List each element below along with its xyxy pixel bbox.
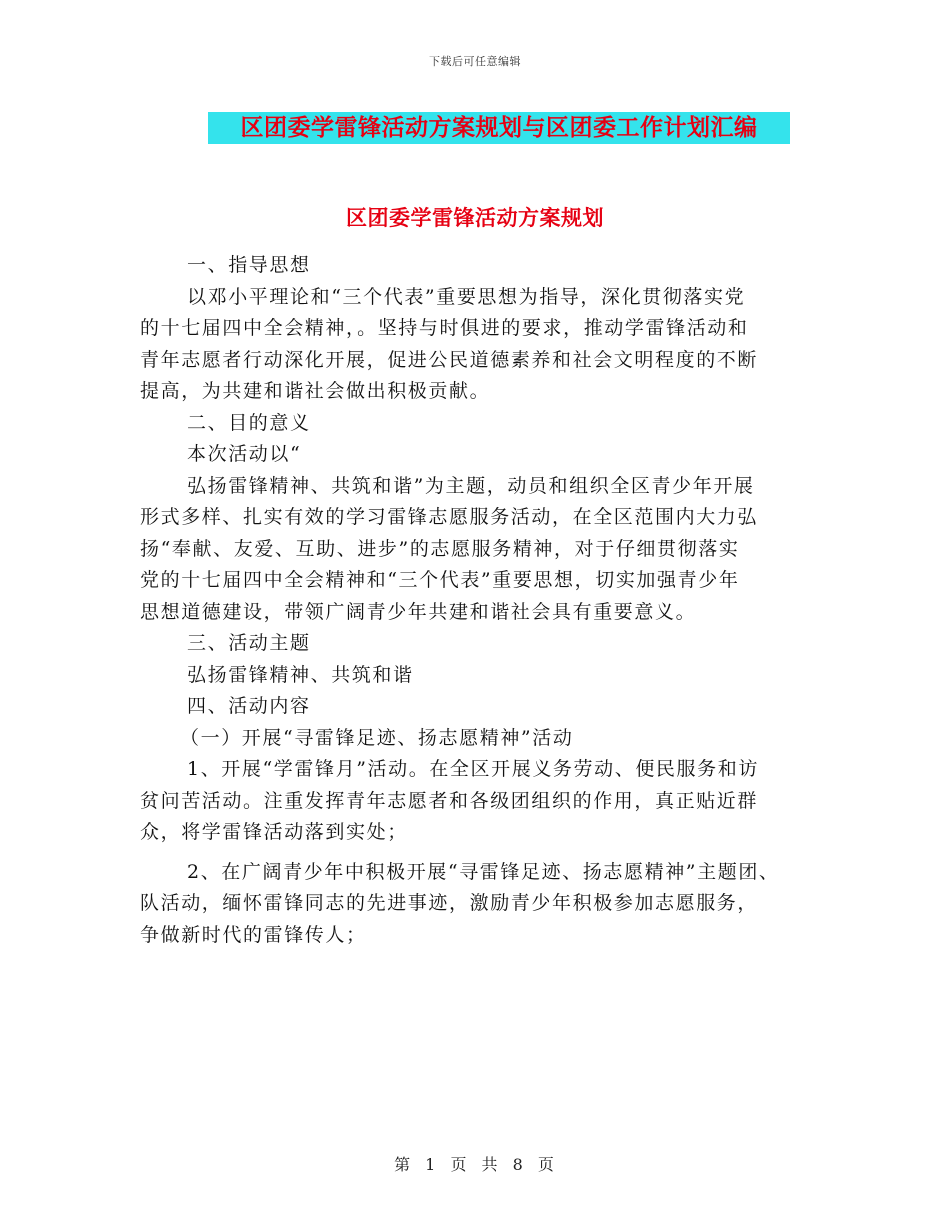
paragraph-line: 党的十七届四中全会精神和“三个代表”重要思想，切实加强青少年 — [140, 569, 740, 591]
paragraph-line: 争做新时代的雷锋传人； — [140, 923, 367, 946]
paragraph-line: 本次活动以“ — [187, 443, 302, 465]
paragraph-line: 队活动，缅怀雷锋同志的先进事迹，激励青少年积极参加志愿服务， — [140, 892, 759, 914]
paragraph-line: 弘扬雷锋精神、共筑和谐 — [187, 663, 414, 686]
document-title-highlight — [208, 112, 790, 144]
heading-activity-theme: 三、活动主题 — [187, 632, 311, 654]
paragraph-line: 的十七届四中全会精神，。坚持与时俱进的要求，推动学雷锋活动和 — [140, 317, 749, 339]
paragraph-line: 提高，为共建和谐社会做出积极贡献。 — [140, 380, 491, 402]
heading-purpose: 二、目的意义 — [187, 411, 311, 434]
heading-activity-content: 四、活动内容 — [187, 695, 311, 717]
paragraph-line: 1、开展“学雷锋月”活动。在全区开展义务劳动、便民服务和访 — [187, 758, 759, 780]
paragraph-line: 众，将学雷锋活动落到实处； — [140, 821, 408, 843]
paragraph-line: 思想道德建设，带领广阔青少年共建和谐社会具有重要意义。 — [140, 600, 697, 623]
page-footer: 第 1 页 共 8 页 — [394, 1155, 556, 1174]
paragraph-line: 贫问苦活动。注重发挥青年志愿者和各级团组织的作用，真正贴近群 — [140, 789, 759, 812]
subheading-activity-one: （一）开展“寻雷锋足迹、扬志愿精神”活动 — [180, 726, 574, 749]
paragraph-line: 以邓小平理论和“三个代表”重要思想为指导，深化贯彻落实党 — [187, 285, 746, 308]
paragraph-line: 扬“奉献、友爱、互助、进步”的志愿服务精神，对于仔细贯彻落实 — [140, 537, 740, 560]
document-body — [140, 250, 830, 951]
paragraph-line: 青年志愿者行动深化开展，促进公民道德素养和社会文明程度的不断 — [140, 348, 759, 371]
paragraph-line: 2、在广阔青少年中积极开展“寻雷锋足迹、扬志愿精神”主题团、 — [187, 860, 780, 883]
paragraph-line: 形式多样、扎实有效的学习雷锋志愿服务活动，在全区范围内大力弘 — [140, 506, 759, 528]
document-title: 区团委学雷锋活动方案规划与区团委工作计划汇编 — [240, 115, 758, 141]
header-note: 下载后可任意编辑 — [429, 55, 521, 68]
heading-guiding-ideology: 一、指导思想 — [187, 254, 311, 276]
paragraph-line: 弘扬雷锋精神、共筑和谐”为主题，动员和组织全区青少年开展 — [187, 474, 755, 497]
section-title: 区团委学雷锋活动方案规划 — [346, 206, 604, 230]
